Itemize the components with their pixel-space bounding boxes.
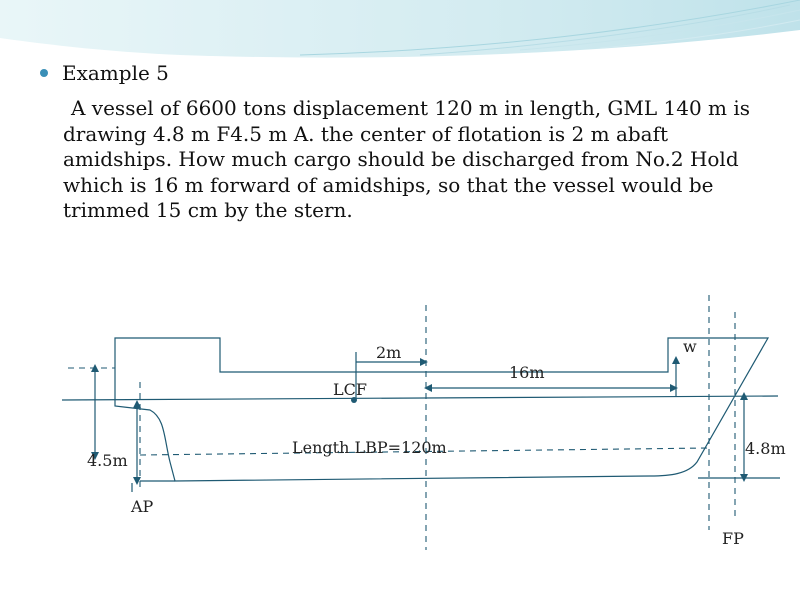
label-length-lbp: Length LBP=120m	[292, 438, 447, 457]
label-2m: 2m	[376, 343, 402, 362]
ship-hull-outline	[115, 338, 768, 481]
label-lcf: LCF	[333, 380, 367, 399]
problem-text: A vessel of 6600 tons displacement 120 m in length, GML 140 m is drawing 4.8 m F4.5 m A. the center of flotation is 2 m abaft amidships. How much cargo should be discharged from No.2 Hold which is 16 m forward of amidships, so that the vessel would be trimmed 15 cm by the stern.	[63, 96, 751, 222]
label-forward-draft: 4.8m	[745, 439, 786, 458]
example-title: Example 5	[62, 61, 169, 85]
label-16m: 16m	[509, 363, 545, 382]
arrow-head-icon	[672, 356, 680, 364]
arrow-head-icon	[424, 384, 432, 392]
arrow-head-icon	[420, 358, 428, 366]
label-ap: AP	[131, 497, 154, 516]
arrow-head-icon	[670, 384, 678, 392]
label-w: w	[683, 337, 697, 356]
waterline	[62, 396, 778, 400]
label-fp: FP	[722, 529, 744, 548]
label-aft-draft: 4.5m	[87, 451, 128, 470]
